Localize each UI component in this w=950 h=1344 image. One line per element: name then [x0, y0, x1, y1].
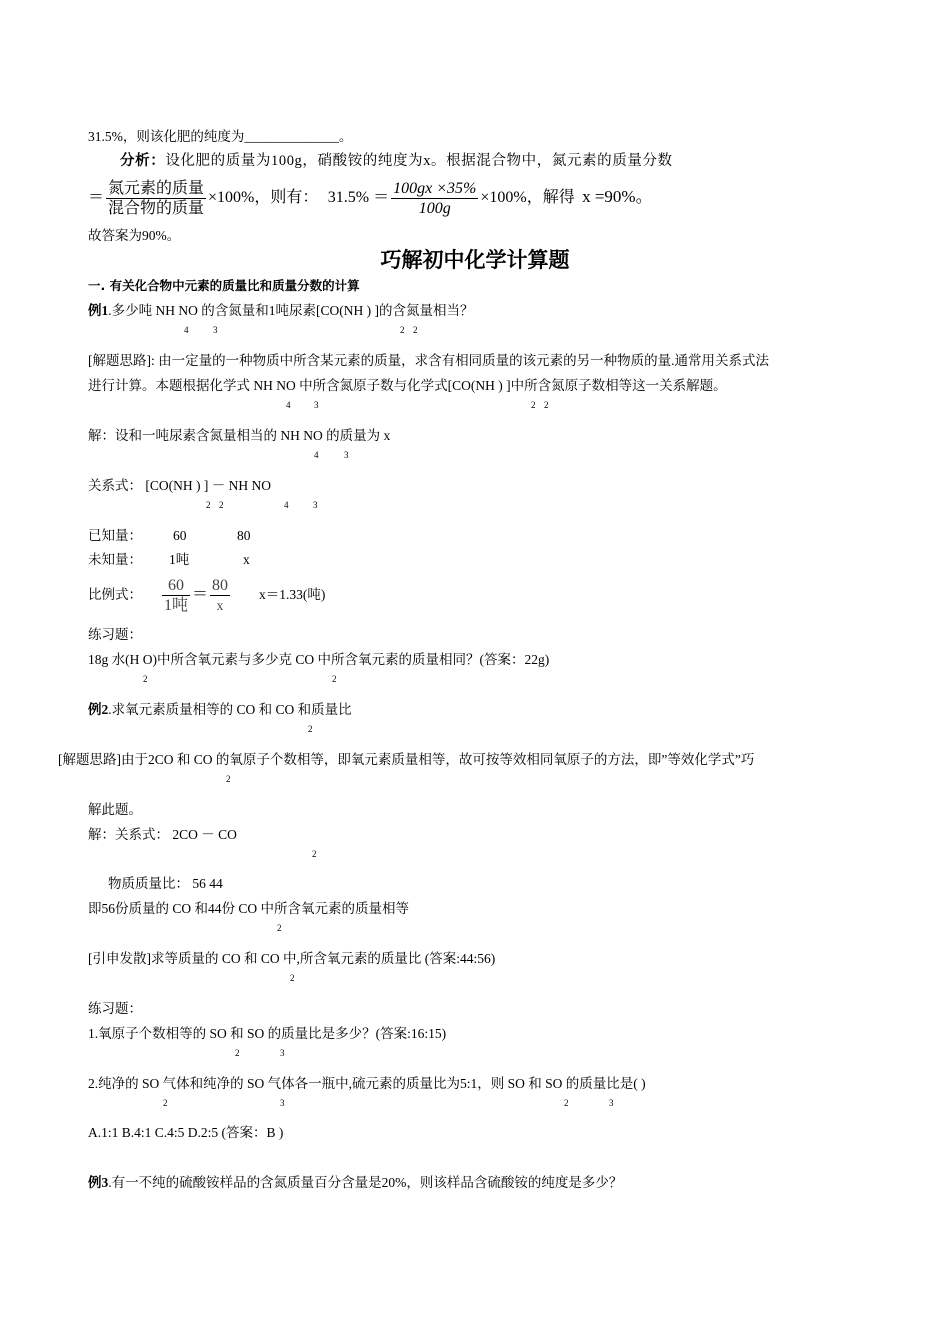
formula-line [88, 176, 653, 219]
fraction-denominator: 混合物的质量 [108, 200, 205, 218]
fraction-numerator: 60 [162, 576, 190, 596]
page-title: 巧解初中化学计算题 [380, 248, 570, 272]
unknown-row [88, 551, 142, 569]
answer-options: A.1:1 B.4:1 C.4:5 D.2:5 (答案：B ) [88, 1125, 284, 1140]
subscript: 2 [332, 674, 337, 684]
subscript: 4 [286, 400, 291, 410]
equation-lhs: 31.5% ＝ [327, 189, 390, 206]
example-text: .多少吨 NH NO 的含氮量和1吨尿素[CO(NH ) ]的含氮量相当？ [108, 303, 474, 318]
example-text: .有一不纯的硫酸铵样品的含氮质量百分含量是20%，则该样品含硫酸铵的纯度是多少？ [108, 1175, 623, 1190]
subscript: 2 [413, 325, 418, 335]
subscript: 2 [226, 774, 231, 784]
subscript: 3 [313, 500, 318, 510]
subscript: 4 [184, 325, 189, 335]
conclusion-line: 即56份质量的 CO 和44份 CO 中所含氧元素的质量相等 [88, 901, 410, 916]
subscript: 4 [284, 500, 289, 510]
mass-fraction [106, 179, 206, 218]
unknown-value-b: x [243, 552, 250, 567]
solution-idea: [解题思路]由于2CO 和 CO 的氧原子个数相等，即氧元素质量相等，故可按等效相同氧原子的方法，即”等效化学式”巧 [58, 752, 755, 767]
ratio-fraction-right [210, 576, 230, 615]
mass-ratio-line: 物质质量比： 56 44 [108, 876, 223, 891]
fraction-denominator: 100g [418, 200, 451, 218]
solution-idea-cont: 进行计算。本题根据化学式 NH NO 中所含氮原子数与化学式[CO(NH ) ]中所含氮原子数相等这一关系解题。 [88, 378, 727, 393]
fraction-denominator: x [216, 598, 224, 614]
times-100-b: ×100%，解得 [480, 189, 575, 206]
subscript: 3 [213, 325, 218, 335]
subscript: 2 [235, 1048, 240, 1058]
practice-question-1: 1.氧原子个数相等的 SO 和 SO 的质量比是多少？(答案:16:15) [88, 1026, 447, 1041]
subscript: 3 [609, 1098, 614, 1108]
subscript: 3 [314, 400, 319, 410]
example3-question [88, 1174, 622, 1192]
relation-line: 关系式： [CO(NH ) ] － NH NO [88, 478, 271, 493]
result: x =90%。 [582, 187, 653, 206]
fraction-numerator: 氮元素的质量 [108, 180, 205, 198]
subscript: 2 [277, 923, 282, 933]
answer-line: 故答案为90%。 [88, 228, 181, 243]
fraction-numerator: 100gx ×35% [393, 180, 477, 198]
example-label: 例2 [88, 702, 109, 717]
purity-fraction [391, 179, 478, 218]
section-heading: 一. 有关化合物中元素的质量比和质量分数的计算 [88, 278, 360, 293]
example-label: 例1 [88, 303, 109, 318]
analysis-label: 分析： [120, 153, 166, 169]
practice-question-2: 2.纯净的 SO 气体和纯净的 SO 气体各一瓶中,硫元素的质量比为5:1，则 SO 和 SO 的质量比是( ) [88, 1076, 646, 1091]
subscript: 2 [400, 325, 405, 335]
ratio-equals: ＝ [192, 586, 209, 603]
times-100-a: ×100%，则有： [208, 189, 319, 206]
example2-question [88, 701, 352, 719]
unknown-value-a: 1吨 [169, 552, 190, 567]
subscript: 2 [290, 973, 295, 983]
subscript: 2 [312, 849, 317, 859]
eq-prefix: ＝ [88, 189, 105, 206]
subscript: 2 [564, 1098, 569, 1108]
ratio-label: 比例式： [88, 587, 142, 602]
subscript: 2 [308, 724, 313, 734]
example1-question [88, 302, 473, 320]
subscript: 2 [219, 500, 224, 510]
known-row [88, 527, 142, 545]
subscript: 3 [280, 1098, 285, 1108]
fraction-numerator: 80 [212, 577, 229, 595]
subscript: 2 [143, 674, 148, 684]
ratio-equation [160, 574, 232, 616]
solution-line: 解：设和一吨尿素含氮量相当的 NH NO 的质量为 x [88, 428, 391, 443]
solution-idea-cont: 解此题。 [88, 802, 142, 817]
analysis-text: 设化肥的质量为100g，硝酸铵的纯度为x。根据混合物中，氮元素的质量分数 [165, 153, 673, 169]
solution-idea: [解题思路]: 由一定量的一种物质中所含某元素的质量，求含有相同质量的该元素的另一种物质的量.通常用关系式法 [88, 353, 769, 368]
known-label: 已知量： [88, 528, 142, 543]
practice-question: 18g 水(H O)中所含氧元素与多少克 CO 中所含氧元素的质量相同？(答案：22g) [88, 652, 550, 667]
unknown-label: 未知量： [88, 552, 142, 567]
subscript: 2 [544, 400, 549, 410]
intro-line: 31.5%，则该化肥的纯度为______________。 [88, 129, 353, 144]
ratio-result: x＝1.33(吨) [259, 587, 326, 602]
subscript: 4 [314, 450, 319, 460]
fraction-denominator: 1吨 [164, 597, 189, 615]
analysis-line [120, 152, 673, 170]
relation-line: 解：关系式： 2CO － CO [88, 827, 237, 842]
subscript: 3 [280, 1048, 285, 1058]
example-text: .求氧元素质量相等的 CO 和 CO 和质量比 [108, 702, 352, 717]
subscript: 3 [344, 450, 349, 460]
practice-label: 练习题： [88, 627, 142, 642]
ratio-fraction-left [162, 576, 190, 615]
known-value-b: 80 [237, 528, 251, 543]
subscript: 2 [206, 500, 211, 510]
extension-line: [引申发散]求等质量的 CO 和 CO 中,所含氧元素的质量比 (答案:44:56) [88, 951, 496, 966]
example-label: 例3 [88, 1175, 109, 1190]
subscript: 2 [531, 400, 536, 410]
subscript: 2 [163, 1098, 168, 1108]
practice-label: 练习题： [88, 1001, 142, 1016]
known-value-a: 60 [173, 528, 187, 543]
